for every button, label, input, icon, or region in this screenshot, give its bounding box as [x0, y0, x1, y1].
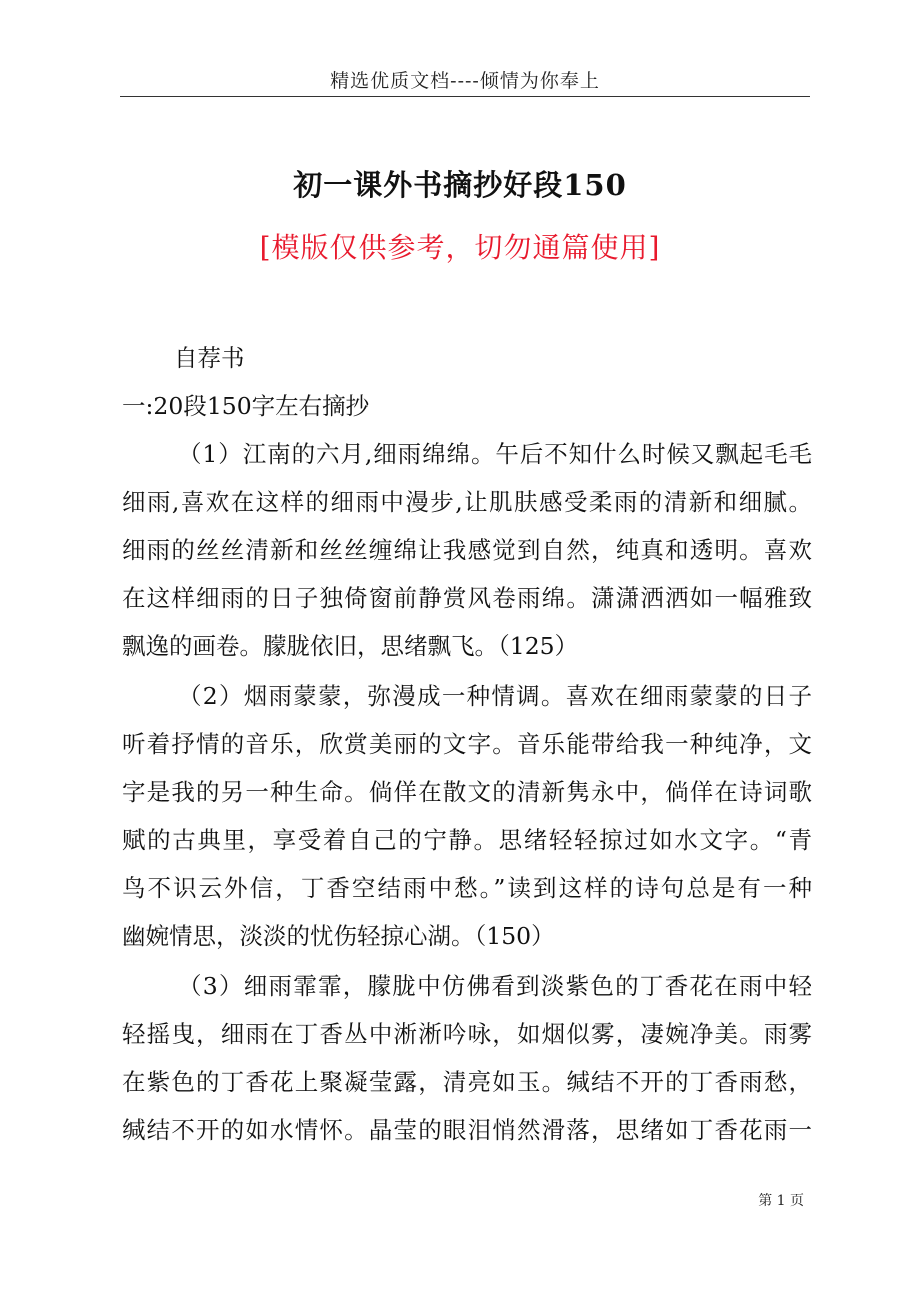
paragraph-line: 飘逸的画卷。朦胧依旧，思绪飘飞。（125）	[122, 632, 579, 660]
paragraph-line: 细雨,喜欢在这样的细雨中漫步,让肌肤感受柔雨的清新和细腻。	[122, 488, 812, 516]
document-title: 初一课外书摘抄好段150	[293, 168, 627, 202]
paragraph-line: 字是我的另一种生命。倘佯在散文的清新隽永中，倘佯在诗词歌	[122, 778, 812, 806]
body-text	[122, 334, 812, 1154]
paragraph-3	[122, 962, 812, 1154]
section-heading: 一:20段150字左右摘抄	[122, 392, 370, 420]
paragraph-line: 在紫色的丁香花上聚凝莹露，清亮如玉。缄结不开的丁香雨愁，	[122, 1068, 812, 1096]
paragraph-line: 细雨的丝丝清新和丝丝缠绵让我感觉到自然，纯真和透明。喜欢	[122, 536, 812, 564]
paragraph-1	[122, 430, 812, 670]
paragraph-line: 在这样细雨的日子独倚窗前静赏风卷雨绵。潇潇洒洒如一幅雅致	[122, 584, 812, 612]
running-header: 精选优质文档----倾情为你奉上	[330, 70, 600, 92]
paragraph-line: （3）细雨霏霏，朦胧中仿佛看到淡紫色的丁香花在雨中轻	[178, 972, 812, 1000]
section-label: 自荐书	[174, 344, 245, 372]
paragraph-2	[122, 672, 812, 960]
header-rule	[120, 96, 810, 97]
paragraph-line: 轻摇曳，细雨在丁香丛中淅淅吟咏，如烟似雾，凄婉净美。雨雾	[122, 1020, 812, 1048]
paragraph-line: 缄结不开的如水情怀。晶莹的眼泪悄然滑落，思绪如丁香花雨一	[122, 1116, 812, 1144]
paragraph-line: 鸟不识云外信，丁香空结雨中愁。”读到这样的诗句总是有一种	[122, 874, 812, 902]
paragraph-line: （2）烟雨蒙蒙，弥漫成一种情调。喜欢在细雨蒙蒙的日子	[178, 682, 812, 710]
paragraph-line: 听着抒情的音乐，欣赏美丽的文字。音乐能带给我一种纯净，文	[122, 730, 812, 758]
paragraph-line: 赋的古典里，享受着自己的宁静。思绪轻轻掠过如水文字。“青	[122, 826, 812, 854]
paragraph-line: 幽婉情思，淡淡的忧伤轻掠心湖。（150）	[122, 922, 555, 950]
paragraph-line: （1）江南的六月,细雨绵绵。午后不知什么时候又飘起毛毛	[178, 440, 812, 468]
page-number: 第 1 页	[758, 1193, 804, 1209]
template-notice: [模版仅供参考，切勿通篇使用]	[259, 231, 661, 264]
